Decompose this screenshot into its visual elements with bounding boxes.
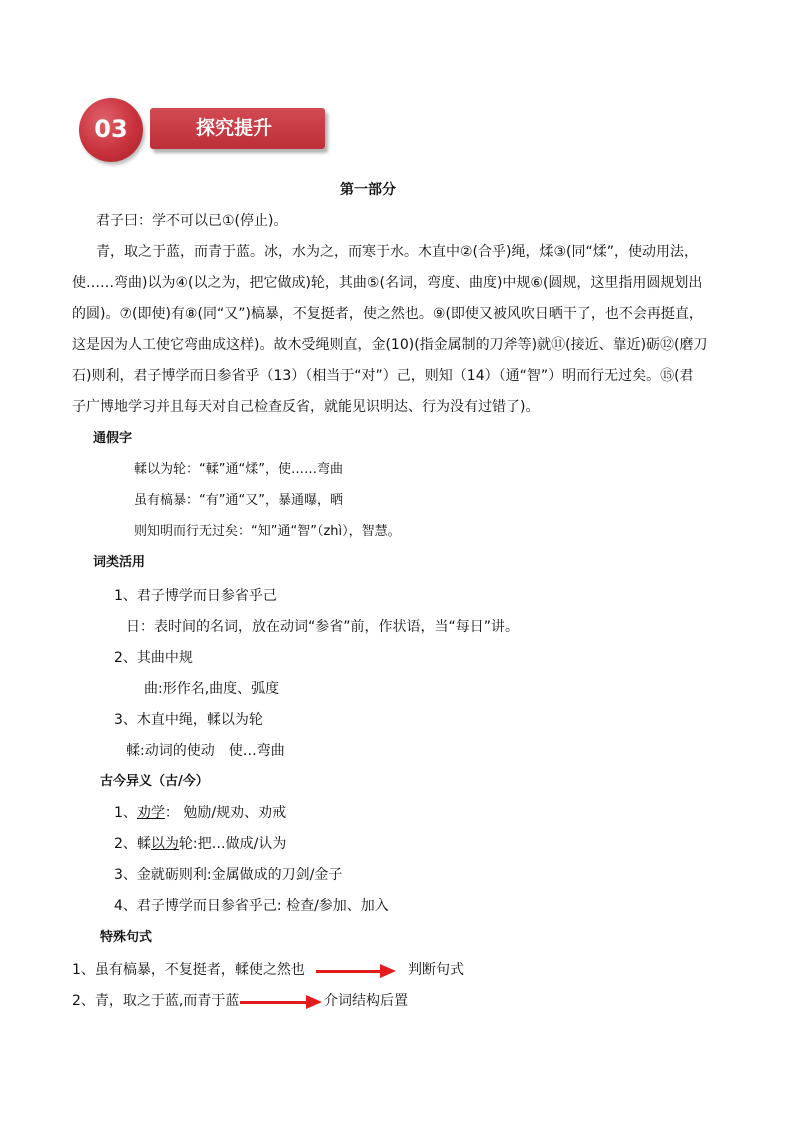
teshu-sentence: 1、虽有槁暴，不复挺者，輮使之然也 — [72, 962, 305, 978]
tongjiazi-heading: 通假字 — [93, 431, 133, 446]
gujin-item — [114, 896, 389, 916]
arrow-icon — [380, 964, 396, 978]
cilei-item-note: 曲:形作名,曲度、弧度 — [144, 681, 280, 697]
teshu-heading: 特殊句式 — [100, 930, 153, 945]
cilei-item-note: 日：表时间的名词，放在动词“参省”前，作状语，当“每日”讲。 — [126, 619, 520, 635]
gujin-item-rest: 轮:把…做成/认为 — [178, 836, 287, 852]
gujin-item — [114, 834, 286, 854]
arrow-shaft — [240, 1001, 308, 1004]
gujin-item-term: 劝学 — [136, 805, 165, 821]
gujin-item-rest: 金就砺则利:金属做成的刀剑/金子 — [136, 867, 343, 883]
cilei-item-title: 3、木直中绳，輮以为轮 — [114, 712, 263, 728]
passage-line: 青，取之于蓝，而青于蓝。冰，水为之，而寒于水。木直中②(合乎)绳，煣③(同“煣”，使动用法， — [96, 244, 698, 260]
gujin-item — [114, 803, 286, 823]
gujin-item-rest: ： 勉励/规劝、劝戒 — [164, 805, 287, 821]
passage-line: 使……弯曲)以为④(以之为，把它做成)轮，其曲⑤(名词，弯度、曲度)中规⑥(圆规，这里指用圆规划出 — [72, 275, 703, 291]
teshu-type: 介词结构后置 — [324, 993, 408, 1009]
gujin-item-term: 以为 — [150, 836, 179, 852]
cilei-item-title: 1、君子博学而日参省乎己 — [114, 588, 277, 604]
gujin-item-prefix: 1、 — [114, 805, 137, 821]
passage-line: 石)则利，君子博学而日参省乎（13）（相当于“对”）己，则知（14）（通“智”）明而行无过矣。⑮(君 — [72, 368, 694, 384]
teshu-type: 判断句式 — [408, 962, 464, 978]
intro-line: 君子曰：学不可以已①(停止)。 — [96, 213, 288, 229]
passage-line: 的圆)。⑦(即使)有⑧(同“又”)槁暴，不复挺者，使之然也。⑨(即使又被风吹日晒干了，也不会再挺直， — [72, 306, 703, 322]
section-title: 第一部分 — [340, 182, 396, 198]
tongjiazi-item: 虽有槁暴：“有”通“又”，暴通曝，晒 — [134, 493, 343, 508]
gujin-item-prefix: 3、 — [114, 867, 137, 883]
passage-line: 子广博地学习并且每天对自己检查反省，就能见识明达、行为没有过错了)。 — [72, 399, 540, 415]
passage-line: 这是因为人工使它弯曲成这样)。故木受绳则直，金(10)(指金属制的刀斧等)就⑪(接近、靠近)砺⑫(磨刀 — [72, 337, 708, 353]
cilei-heading: 词类活用 — [93, 555, 146, 570]
cilei-item-note: 輮:动词的使动 使…弯曲 — [126, 743, 285, 759]
gujin-item-rest: 君子博学而日参省乎己: 检查/参加、加入 — [136, 898, 389, 914]
arrow-icon — [306, 995, 322, 1009]
teshu-sentence: 2、青，取之于蓝,而青于蓝 — [72, 993, 240, 1009]
arrow-shaft — [316, 970, 382, 973]
gujin-item-prefix: 2、輮 — [114, 836, 151, 852]
gujin-item — [114, 865, 342, 885]
tongjiazi-item: 则知明而行无过矣：“知”通“智”（zhì），智慧。 — [134, 524, 401, 539]
gujin-item-prefix: 4、 — [114, 898, 137, 914]
section-number: 03 — [94, 115, 128, 143]
section-banner-title: 探究提升 — [196, 117, 273, 139]
tongjiazi-item: 輮以为轮：“輮”通“煣”，使……弯曲 — [134, 462, 343, 477]
gujin-heading: 古今异义（古/今） — [100, 774, 209, 789]
cilei-item-title: 2、其曲中规 — [114, 650, 193, 666]
